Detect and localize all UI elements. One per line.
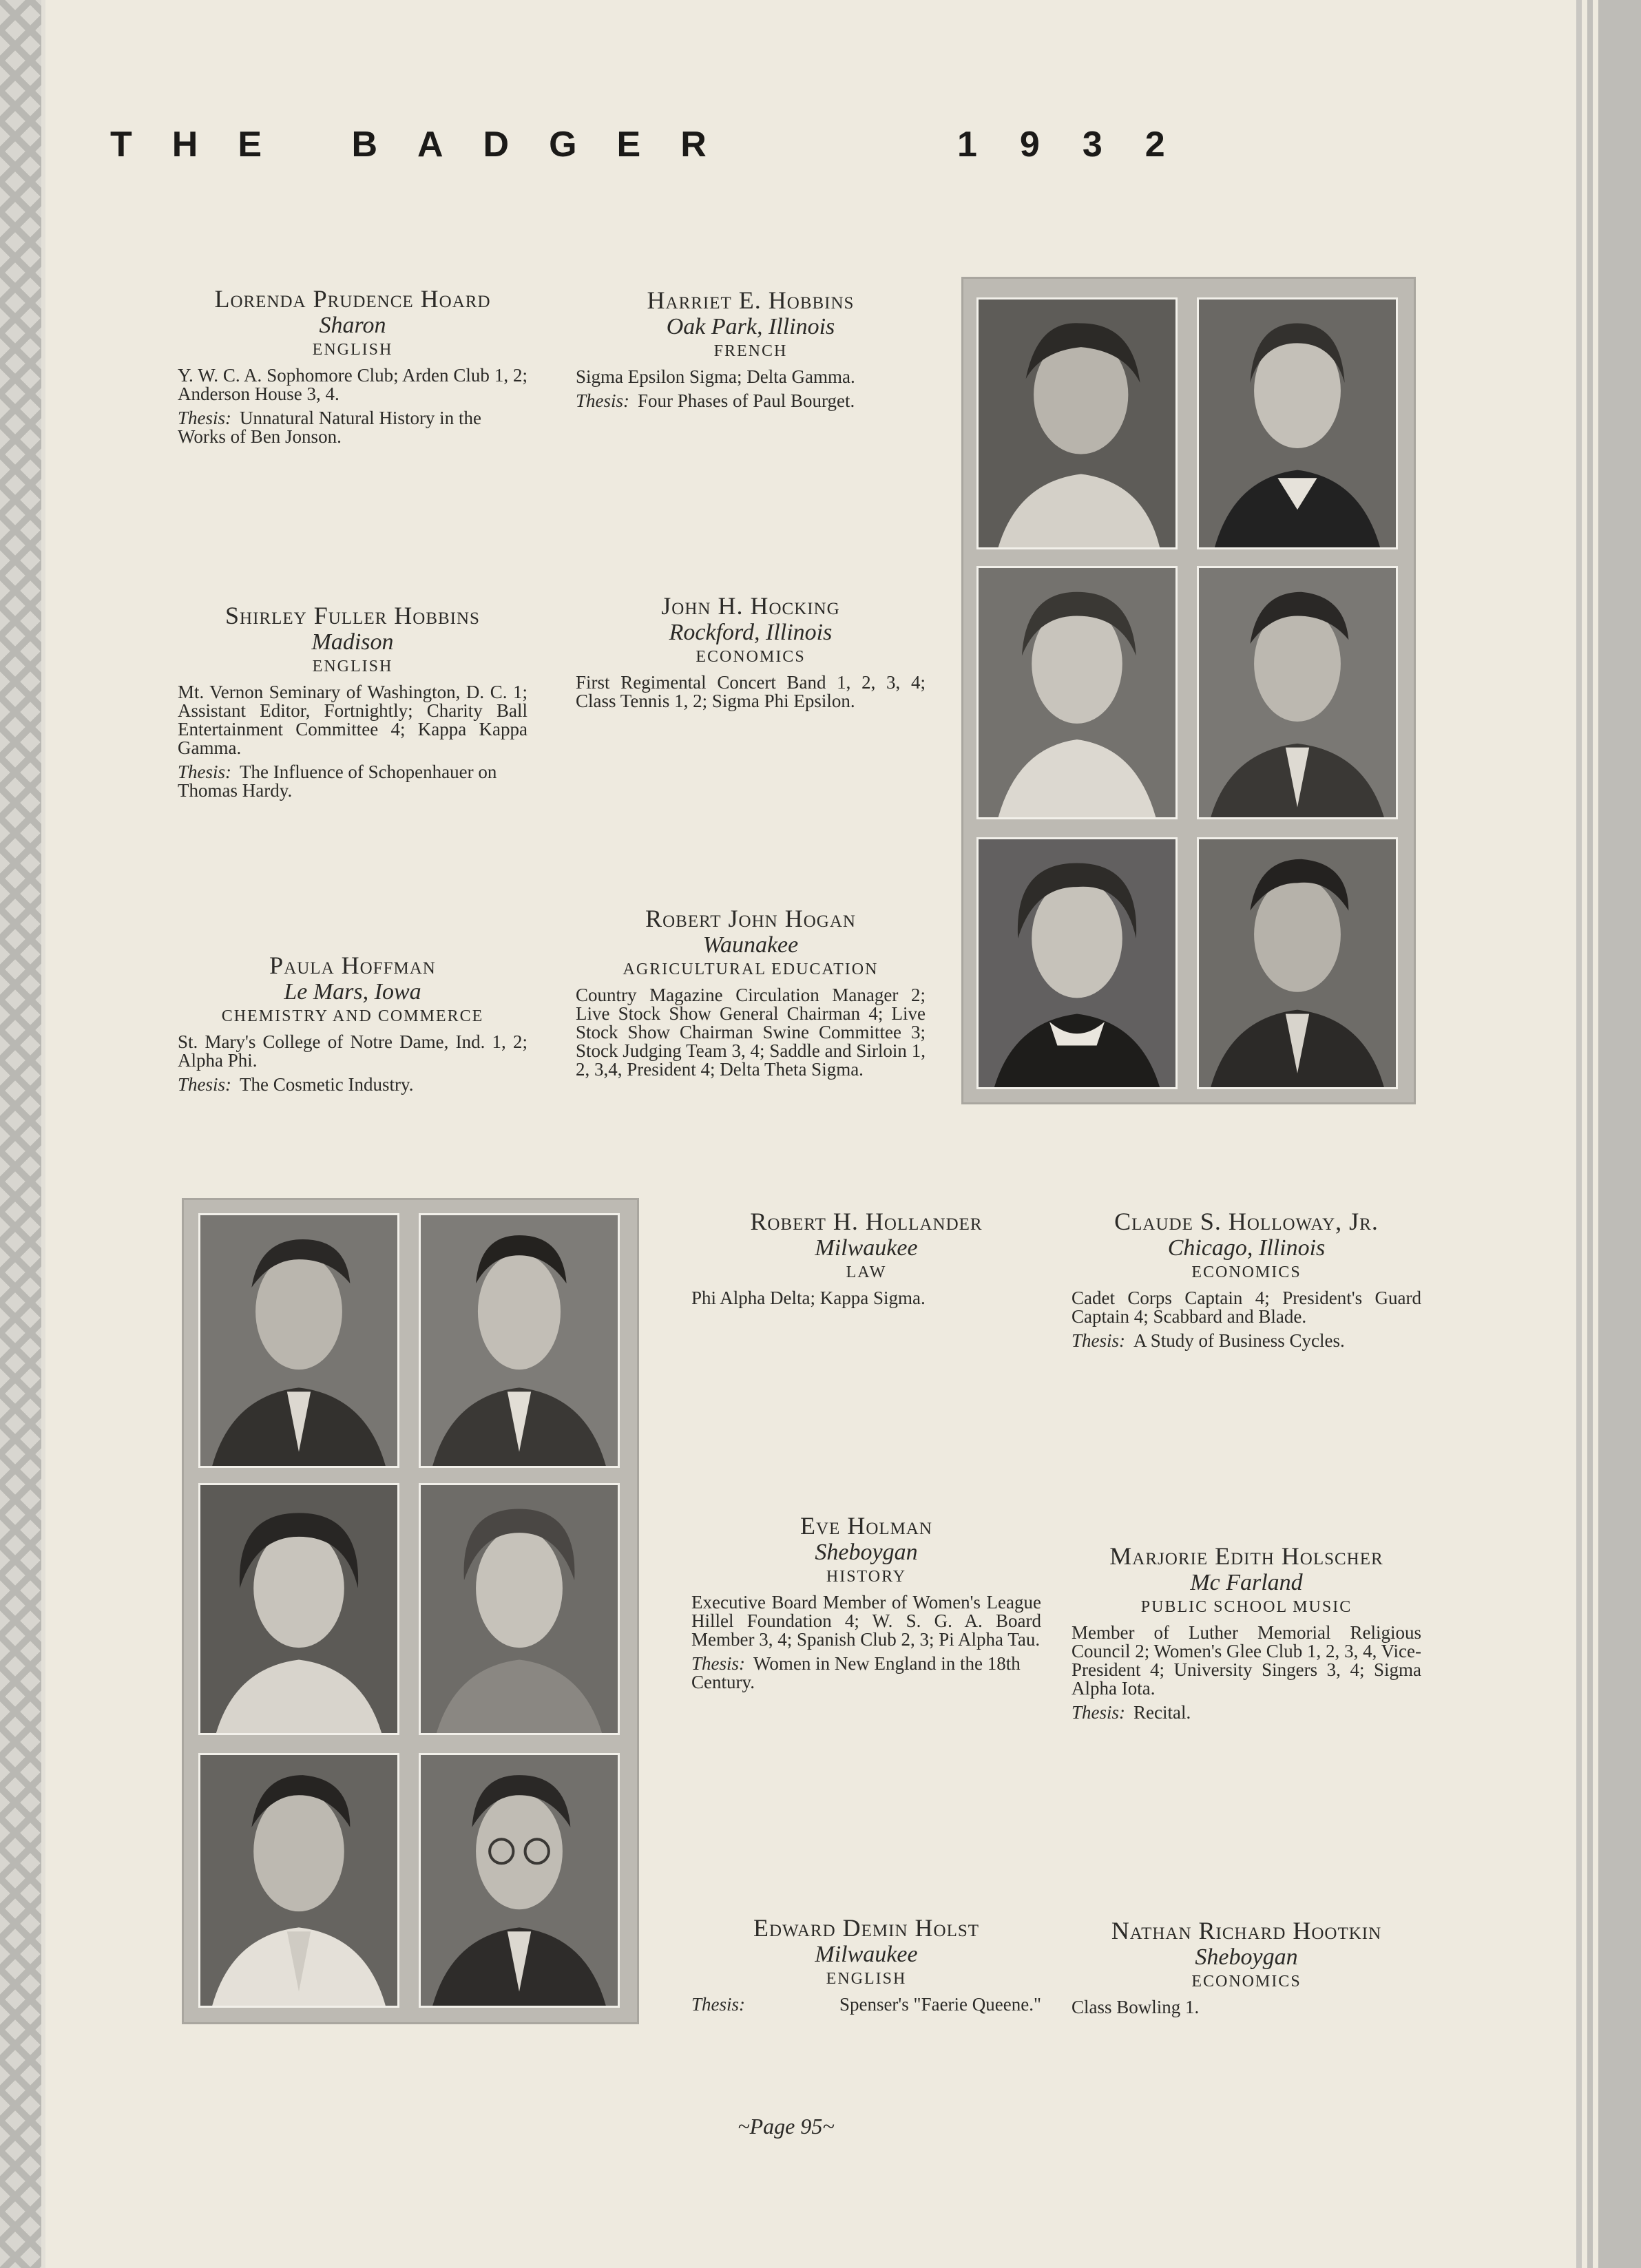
senior-entry (1072, 1918, 1421, 2017)
senior-entry (1072, 1209, 1421, 1350)
thesis-title: The Influence of Schopenhauer on Thomas Hardy. (178, 762, 497, 801)
page-number: ~Page 95~ (738, 2114, 835, 2139)
entry-hometown: Milwaukee (815, 1942, 918, 1967)
entry-hometown: Waunakee (702, 932, 799, 958)
entry-major: ENGLISH (312, 341, 393, 359)
portrait-photo (976, 837, 1178, 1089)
entry-name: Eve Holman (800, 1512, 932, 1540)
portrait-photo (1197, 297, 1398, 549)
entry-name: Harriet E. Hobbins (647, 286, 855, 314)
thesis-label: Thesis: (691, 1994, 746, 2015)
entry-hometown: Sheboygan (815, 1540, 918, 1565)
entry-activities: Phi Alpha Delta; Kappa Sigma. (691, 1288, 926, 1308)
entry-hometown: Madison (311, 629, 394, 655)
entry-name: Claude S. Holloway, Jr. (1114, 1208, 1379, 1235)
entry-major: LAW (846, 1263, 887, 1281)
entry-activities: Class Bowling 1. (1072, 1997, 1200, 2017)
entry-hometown: Chicago, Illinois (1167, 1235, 1326, 1261)
portrait-photo (198, 1213, 399, 1468)
portrait-panel-top (961, 277, 1416, 1104)
portrait-photo (198, 1753, 399, 2008)
thesis-title: Unnatural Natural History in the Works of Ben Jonson. (178, 408, 481, 447)
entry-major: PUBLIC SCHOOL MUSIC (1140, 1598, 1352, 1616)
entry-name: Nathan Richard Hootkin (1111, 1917, 1382, 1944)
entry-activities: First Regimental Concert Band 1, 2, 3, 4; Class Tennis 1, 2; Sigma Phi Epsilon. (576, 672, 926, 711)
right-decorative-border (1572, 0, 1641, 2268)
senior-entry (691, 1513, 1041, 1692)
portrait-photo (419, 1483, 620, 1735)
portrait-photo (976, 297, 1178, 549)
entry-major: ECONOMICS (1191, 1263, 1302, 1281)
entry-activities: St. Mary's College of Notre Dame, Ind. 1, 2; Alpha Phi. (178, 1031, 527, 1071)
entry-major: CHEMISTRY AND COMMERCE (221, 1007, 484, 1025)
publication-title: THE BADGER (110, 125, 746, 165)
entry-name: Marjorie Edith Holscher (1109, 1542, 1383, 1570)
senior-entry (691, 1915, 1041, 2014)
senior-entry (178, 286, 527, 446)
thesis-title: Four Phases of Paul Bourget. (638, 390, 855, 411)
senior-entry (178, 603, 527, 800)
senior-entry (1072, 1544, 1421, 1722)
entry-thesis (178, 409, 527, 446)
entry-name: Robert H. Hollander (750, 1208, 983, 1235)
entry-thesis (576, 392, 926, 410)
entry-name: Shirley Fuller Hobbins (225, 602, 480, 629)
portrait-panel-bottom (182, 1198, 639, 2024)
entry-thesis (691, 1655, 1041, 1692)
entry-name: Lorenda Prudence Hoard (214, 285, 491, 313)
portrait-photo (419, 1753, 620, 2008)
entry-thesis (178, 1075, 527, 1094)
entry-major: ENGLISH (826, 1970, 907, 1988)
senior-entry (576, 594, 926, 711)
entry-major: HISTORY (826, 1568, 907, 1586)
thesis-title: A Study of Business Cycles. (1133, 1330, 1345, 1351)
entry-name: John H. Hocking (661, 592, 840, 620)
thesis-label: Thesis: (178, 1074, 232, 1095)
entry-activities: Member of Luther Memorial Religious Council 2; Women's Glee Club 1, 2, 3, 4, Vice-President 4; University Singers 3, 4; Sigma Alpha Iota. (1072, 1622, 1421, 1699)
entry-hometown: Le Mars, Iowa (284, 979, 421, 1005)
thesis-title: Spenser's "Faerie Queene." (839, 1994, 1041, 2015)
entry-activities: Cadet Corps Captain 4; President's Guard Captain 4; Scabbard and Blade. (1072, 1288, 1421, 1327)
thesis-label: Thesis: (1072, 1330, 1126, 1351)
entry-major: ECONOMICS (696, 648, 806, 666)
thesis-label: Thesis: (691, 1653, 746, 1674)
portrait-photo (419, 1213, 620, 1468)
thesis-label: Thesis: (1072, 1702, 1126, 1723)
entry-activities: Y. W. C. A. Sophomore Club; Arden Club 1, 2; Anderson House 3, 4. (178, 365, 527, 404)
entry-name: Paula Hoffman (269, 952, 436, 979)
senior-entry (178, 953, 527, 1094)
publication-year: 1932 (957, 125, 1208, 165)
portrait-photo (1197, 566, 1398, 819)
entry-hometown: Oak Park, Illinois (666, 314, 835, 339)
entry-activities: Sigma Epsilon Sigma; Delta Gamma. (576, 366, 855, 387)
entry-major: FRENCH (713, 342, 788, 360)
entry-major: ECONOMICS (1191, 1973, 1302, 1991)
thesis-title: Women in New England in the 18th Century. (691, 1653, 1021, 1692)
entry-major: ENGLISH (312, 658, 393, 675)
senior-entry (576, 906, 926, 1079)
entry-thesis (178, 763, 527, 800)
entry-activities: Country Magazine Circulation Manager 2; Live Stock Show General Chairman 4; Live Stock Show Chairman Swine Committee 3; Stock Judging Team 3, 4; Saddle and Sirloin 1, 2, 3,4, President 4; Delta Theta Sigma. (576, 985, 926, 1080)
entry-thesis (1072, 1332, 1421, 1350)
senior-entry (691, 1209, 1041, 1308)
entry-hometown: Sharon (319, 313, 386, 338)
thesis-label: Thesis: (178, 408, 232, 428)
left-decorative-border (0, 0, 41, 2268)
entry-thesis (691, 1995, 1041, 2014)
entry-major: AGRICULTURAL EDUCATION (623, 960, 879, 978)
thesis-label: Thesis: (178, 762, 232, 782)
entry-hometown: Milwaukee (815, 1235, 918, 1261)
senior-entry (576, 288, 926, 410)
entry-hometown: Mc Farland (1190, 1570, 1303, 1595)
portrait-photo (976, 566, 1178, 819)
entry-name: Edward Demin Holst (753, 1914, 980, 1942)
entry-name: Robert John Hogan (645, 905, 856, 932)
entry-hometown: Sheboygan (1195, 1944, 1298, 1970)
thesis-title: Recital. (1133, 1702, 1191, 1723)
entry-thesis (1072, 1703, 1421, 1722)
entry-hometown: Rockford, Illinois (669, 620, 833, 645)
portrait-photo (1197, 837, 1398, 1089)
entry-activities: Executive Board Member of Women's League Hillel Foundation 4; W. S. G. A. Board Member 3, 4; Spanish Club 2, 3; Pi Alpha Tau. (691, 1592, 1041, 1650)
thesis-label: Thesis: (576, 390, 630, 411)
entry-activities: Mt. Vernon Seminary of Washington, D. C. 1; Assistant Editor, Fortnightly; Charity Ball Entertainment Committee 4; Kappa Kappa Gamma. (178, 682, 527, 758)
portrait-photo (198, 1483, 399, 1735)
thesis-title: The Cosmetic Industry. (240, 1074, 414, 1095)
